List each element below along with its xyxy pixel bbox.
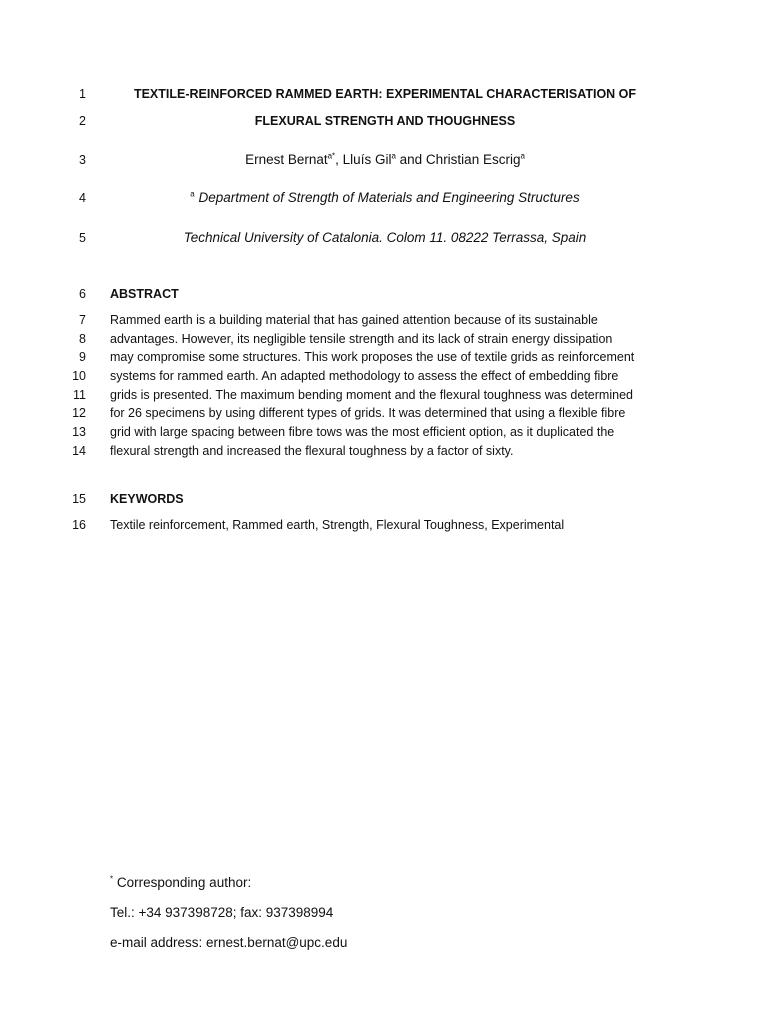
line-number: 7 — [79, 313, 86, 327]
keywords-text: Textile reinforcement, Rammed earth, Strength, Flexural Toughness, Experimental — [110, 518, 565, 532]
line-number: 10 — [72, 369, 86, 383]
author-affiliation-mark: a — [520, 151, 525, 161]
abstract-line: may compromise some structures. This work proposes the use of textile grids as reinforcement — [110, 350, 635, 364]
author-affiliation-mark: a* — [327, 151, 336, 161]
line-number: 9 — [79, 350, 86, 364]
affiliation-mark: a — [190, 189, 195, 199]
author-name: , Lluís Gil — [335, 152, 392, 167]
author-name: and Christian Escrig — [395, 152, 521, 167]
affiliation-line-1 — [0, 190, 768, 205]
abstract-line: systems for rammed earth. An adapted methodology to assess the effect of embedding fibre — [110, 369, 619, 383]
abstract-line: for 26 specimens by using different types of grids. It was determined that using a flexible fibre — [110, 406, 626, 420]
abstract-line: Rammed earth is a building material that has gained attention because of its sustainable — [110, 313, 598, 327]
affiliation-department: Department of Strength of Materials and Engineering Structures — [194, 190, 580, 205]
abstract-line: advantages. However, its negligible tensile strength and its lack of strain energy dissipation — [110, 332, 613, 346]
corresponding-author-label: Corresponding author: — [113, 875, 252, 890]
line-number: 16 — [72, 518, 86, 532]
abstract-line: grid with large spacing between fibre tows was the most efficient option, as it duplicated the — [110, 425, 615, 439]
abstract-heading: ABSTRACT — [110, 287, 179, 301]
line-number: 2 — [79, 114, 86, 128]
author-affiliation-mark: a — [391, 151, 396, 161]
line-number: 3 — [79, 153, 86, 167]
line-number: 6 — [79, 287, 86, 301]
abstract-line: flexural strength and increased the flexural toughness by a factor of sixty. — [110, 444, 514, 458]
abstract-line: grids is presented. The maximum bending moment and the flexural toughness was determined — [110, 388, 633, 402]
line-number: 1 — [79, 87, 86, 101]
contact-phone-fax: Tel.: +34 937398728; fax: 937398994 — [110, 905, 334, 920]
line-number: 13 — [72, 425, 86, 439]
line-number: 5 — [79, 231, 86, 245]
line-number: 4 — [79, 191, 86, 205]
line-number: 8 — [79, 332, 86, 346]
line-number: 14 — [72, 444, 86, 458]
keywords-heading: KEYWORDS — [110, 492, 184, 506]
footnote-mark: * — [110, 874, 114, 884]
line-number: 11 — [73, 388, 86, 402]
line-number: 12 — [72, 406, 86, 420]
corresponding-author-note — [110, 875, 251, 890]
paper-title-line-2: FLEXURAL STRENGTH AND THOUGHNESS — [254, 114, 516, 128]
author-name: Ernest Bernat — [245, 152, 328, 167]
line-number: 15 — [72, 492, 86, 506]
contact-email: e-mail address: ernest.bernat@upc.edu — [110, 935, 348, 950]
affiliation-line-2: Technical University of Catalonia. Colom 11. 08222 Terrassa, Spain — [183, 230, 587, 245]
paper-title-line-1: TEXTILE-REINFORCED RAMMED EARTH: EXPERIMENTAL CHARACTERISATION OF — [133, 87, 637, 101]
author-list — [0, 152, 768, 167]
